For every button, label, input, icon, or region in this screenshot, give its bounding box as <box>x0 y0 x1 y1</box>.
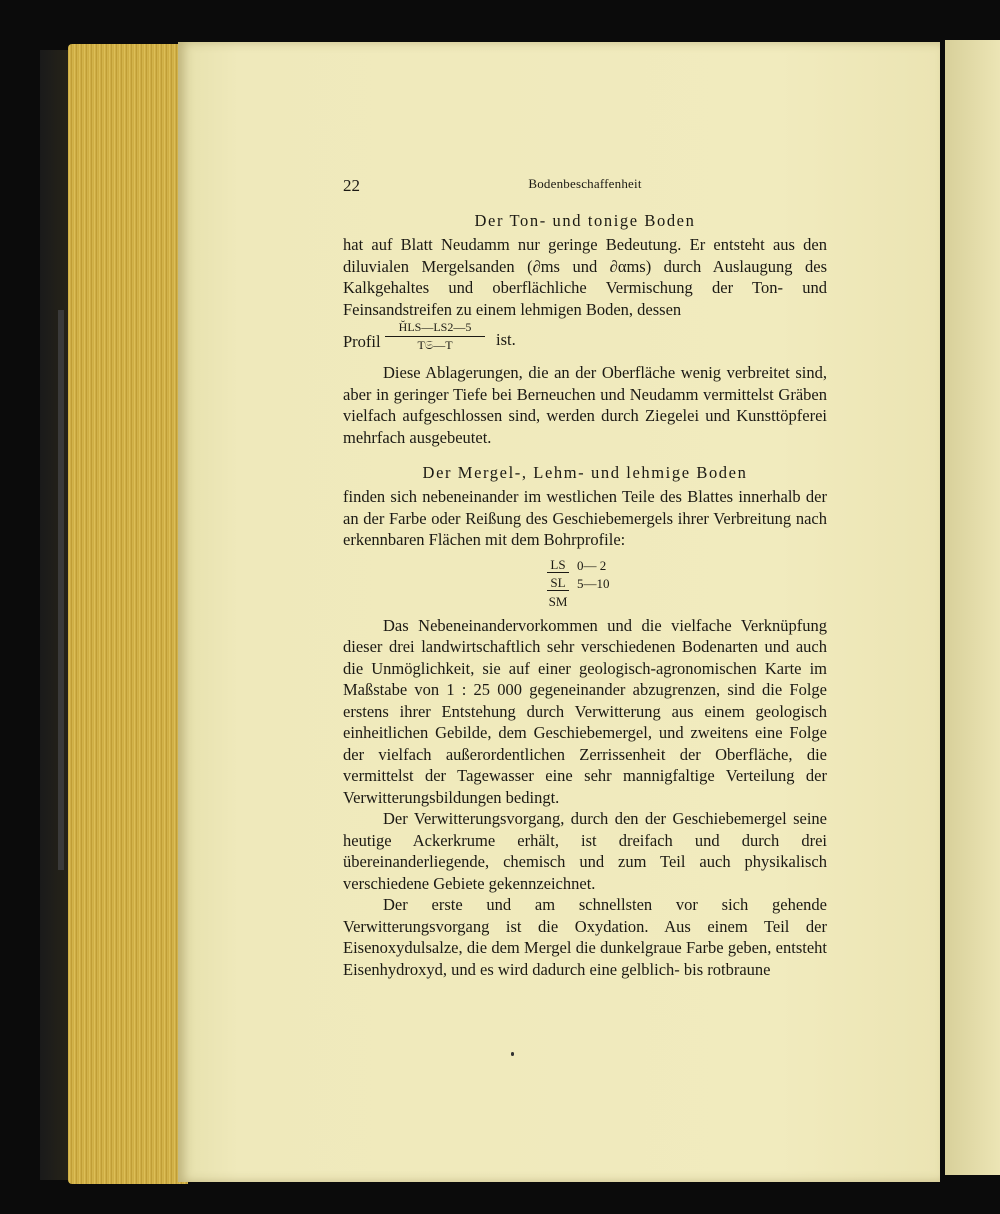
page-content <box>343 176 827 980</box>
profil-formula <box>343 320 827 362</box>
bohrprofil-depth: 0— 2 <box>577 557 607 573</box>
profil-numerator: H̆LS—LS2—5 <box>385 320 485 337</box>
bohrprofil <box>547 555 827 609</box>
running-head: Bodenbeschaffenheit <box>528 176 642 191</box>
paragraph-ton-intro: hat auf Blatt Neudamm nur geringe Bedeutung. Er entsteht aus den diluvialen Mergelsanden (∂ms und ∂αms) durch Auslaugung des Kalkgehaltes und oberflächliche Vermischung der Ton- und Feinsandstreifen zu einem lehmigen Boden, dessen <box>343 235 827 319</box>
section-title-mergel: Der Mergel-, Lehm- und lehmige Boden <box>422 463 748 482</box>
cover-shadow <box>58 310 64 870</box>
page-number: 22 <box>343 176 360 195</box>
paragraph-mergel-intro: finden sich nebeneinander im westlichen Teile des Blattes innerhalb der an der Farbe oder Reißung des Geschiebemergels ihrer Verbreitung nach erkennbaren Flächen mit dem Bohrprofile: <box>343 487 827 549</box>
paragraph-nebeneinander: Das Nebeneinandervorkommen und die vielfache Verknüpfung dieser drei landwirtschaftlich sehr verschiedenen Bodenarten und auch die Unmöglichkeit, sie auf einer geologisch-agronomischen Karte im Maßstabe von 1 : 25 000 gegeneinander abzugrenzen, sind die Folge erstens ihrer Entstehung durch Verwitterung aus einem geologisch einheitlichen Gebilde, dem Geschiebemergel, und zweitens eine Folge der vielfach außerordentlichen Zerrissenheit der Oberfläche, die vermittelst der Tagewasser eine sehr mannigfaltige Verteilung der Verwitterungsbildungen bedingt. <box>343 615 827 807</box>
page-stack-edges <box>68 44 188 1184</box>
bohrprofil-soil: SL <box>547 575 569 591</box>
facing-page-edge <box>945 40 1000 1175</box>
paragraph-verwitterungsvorgang: Der Verwitterungsvorgang, durch den der Geschiebemergel seine heutige Ackerkrume erhält, ist dreifach und durch drei übereinanderliegende, chemisch und zum Teil auch physikalisch verschiedene Gebiete gekennzeichnet. <box>343 809 827 893</box>
bohrprofil-row <box>547 555 827 573</box>
bohrprofil-row <box>547 573 827 591</box>
bohrprofil-row <box>547 591 827 609</box>
profil-denominator: T𝔖—T <box>417 338 453 352</box>
bohrprofil-soil: SM <box>548 593 568 609</box>
page-header <box>343 176 827 202</box>
profil-label: Profil <box>343 332 381 351</box>
profil-fraction <box>385 320 485 353</box>
bohrprofil-soil: LS <box>547 557 569 573</box>
paragraph-ablagerungen: Diese Ablagerungen, die an der Oberfläche wenig verbreitet sind, aber in geringer Tiefe bei Berneuchen und Neudamm vermittelst Gräben vielfach aufgeschlossen sind, werden durch Ziegelei und Kunsttöpferei mehrfach ausgebeutet. <box>343 363 827 447</box>
bohrprofil-depth: 5—10 <box>577 575 610 591</box>
ink-speck <box>511 1052 514 1056</box>
section-title-ton: Der Ton- und tonige Boden <box>474 211 696 230</box>
paragraph-oxydation: Der erste und am schnellsten vor sich gehende Verwitterungsvorgang ist die Oxydation. Aus einem Teil der Eisenoxydulsalze, die dem Mergel die dunkelgraue Farbe geben, entsteht Eisenhydroxyd, und es wird dadurch eine gelblich- bis rotbraune <box>343 895 827 979</box>
profil-suffix: ist. <box>496 330 516 349</box>
